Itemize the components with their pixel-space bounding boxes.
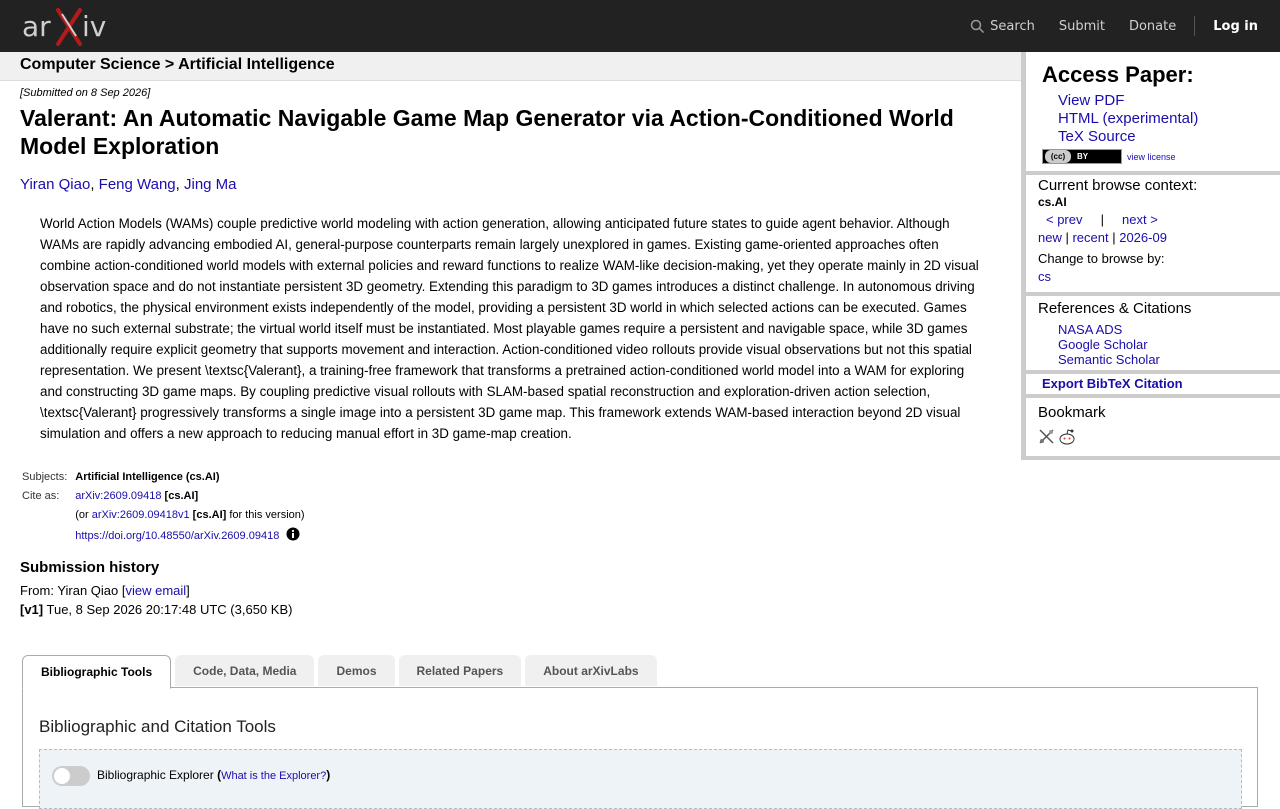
- references-heading: References & Citations: [1038, 300, 1192, 317]
- submission-date: [Submitted on 8 Sep 2026]: [20, 87, 151, 99]
- cite-v1-link[interactable]: arXiv:2609.09418v1: [91, 509, 190, 521]
- author-list: Yiran Qiao, Feng Wang, Jing Ma: [20, 176, 237, 193]
- tab-code-data-media[interactable]: Code, Data, Media: [175, 655, 314, 686]
- nav-divider: [1194, 16, 1195, 36]
- new-link[interactable]: new: [1038, 230, 1062, 245]
- svg-text:ar: ar: [22, 10, 51, 43]
- tab-panel: [22, 687, 1258, 807]
- author-link[interactable]: Yiran Qiao: [20, 176, 91, 193]
- view-license-link[interactable]: view license: [1127, 151, 1176, 162]
- month-link[interactable]: 2026-09: [1119, 230, 1167, 245]
- tab-about-arxivlabs[interactable]: About arXivLabs: [525, 655, 656, 686]
- bookmark-heading: Bookmark: [1038, 404, 1106, 421]
- bibtex-panel: [1026, 374, 1280, 394]
- subjects-label: Subjects:: [22, 471, 68, 483]
- change-browse-label: Change to browse by:: [1038, 251, 1165, 266]
- version-entry: [20, 602, 292, 617]
- explorer-help-link[interactable]: What is the Explorer?: [221, 770, 327, 782]
- subjects-value: Artificial Intelligence (cs.AI): [75, 471, 220, 483]
- author-link[interactable]: Jing Ma: [184, 176, 237, 193]
- author-link[interactable]: Feng Wang: [98, 176, 176, 193]
- tab-demos[interactable]: Demos: [318, 655, 394, 686]
- tab-related-papers[interactable]: Related Papers: [399, 655, 522, 686]
- google-scholar-link[interactable]: Google Scholar: [1058, 337, 1148, 352]
- bookmark-panel: [1026, 398, 1280, 456]
- context-nav: [1046, 212, 1158, 227]
- submit-link[interactable]: Submit: [1058, 18, 1105, 34]
- access-heading: Access Paper:: [1042, 62, 1194, 87]
- explorer-box: [39, 749, 1242, 809]
- explorer-text: [97, 768, 330, 782]
- pipe: |: [1061, 230, 1073, 245]
- donate-link[interactable]: Donate: [1128, 18, 1177, 34]
- tex-source-link[interactable]: TeX Source: [1058, 128, 1136, 145]
- explorer-label: Bibliographic Explorer: [97, 768, 218, 782]
- browse-context-panel: [1026, 175, 1280, 292]
- reddit-icon[interactable]: [1058, 428, 1076, 450]
- next-link[interactable]: next >: [1122, 212, 1158, 227]
- cite-category: [cs.AI]: [164, 490, 199, 502]
- access-paper-panel: [1026, 52, 1280, 171]
- context-links: [1038, 230, 1167, 245]
- references-panel: [1026, 296, 1280, 370]
- from-prefix: From: Yiran Qiao [: [20, 583, 126, 598]
- explorer-close-paren: ): [326, 768, 331, 782]
- doi-link[interactable]: https://doi.org/10.48550/arXiv.2609.09418: [75, 530, 280, 542]
- top-bar: [0, 0, 1280, 52]
- svg-text:iv: iv: [82, 10, 107, 43]
- abstract-text: World Action Models (WAMs) couple predictive world modeling with action generation, allowing anticipated future states to guide agent behavior. Although WAMs are rapidly advancing embodied AI, general-purpose counterparts remain largely unexplored in games. Existing game-oriented approaches often combine action-conditioned world models with external policies and reward functions to realize WAM-like decision-making, yet they operate mainly in 2D visual observation space and do not instantiate persistent 3D geometry. Extending this paradigm to 3D games introduces a distinct challenge. In autonomous driving and robotics, the physical environment exists independently of the model, providing a persistent 3D world in which selected actions can be executed. Games have no such external substrate; the virtual world itself must be instantiated. Most playable games require a persistent and navigable space, while 3D games additionally require explicit geometry that supports movement and interaction. Action-conditioned video rollouts provide visual observations but not this spatial representation. We present \textsc{Valerant}, a training-free framework that transforms a pretrained action-conditioned world model into a WAM for exploring and constructing 3D game maps. By coupling predictive visual rollouts with SLAM-based spatial reconstruction and exploration-driven action selection, \textsc{Valerant} progressively transforms a single image into a persistent 3D game map. This framework extends WAM-based interaction beyond 2D visual simulation and offers a new approach to reducing manual effort in 3D game-map creation.: [40, 216, 979, 441]
- recent-link[interactable]: recent: [1072, 230, 1109, 245]
- cite-for-version: for this version): [226, 509, 305, 521]
- sidebar: [1021, 52, 1280, 460]
- cc-by-badge-icon[interactable]: [1042, 149, 1122, 164]
- cc-badge-text: (cc): [1045, 150, 1071, 163]
- search-button[interactable]: [958, 19, 1047, 34]
- semantic-scholar-link[interactable]: Semantic Scholar: [1058, 352, 1160, 367]
- tab-bibliographic-tools[interactable]: Bibliographic Tools: [22, 655, 171, 689]
- cite-id-link[interactable]: arXiv:2609.09418: [75, 490, 162, 502]
- cite-or: (or: [75, 509, 92, 521]
- explorer-open-paren: (: [217, 768, 222, 782]
- view-email-link[interactable]: view email: [125, 583, 187, 598]
- paper-title: Valerant: An Automatic Navigable Game Map Generator via Action-Conditioned World Model Exploration: [20, 105, 954, 159]
- prev-link[interactable]: < prev: [1046, 212, 1083, 227]
- nav-separator: |: [1100, 212, 1104, 227]
- cite-label: Cite as:: [22, 490, 60, 502]
- view-pdf-link[interactable]: View PDF: [1058, 92, 1125, 109]
- info-icon[interactable]: [286, 527, 300, 546]
- bibsonomy-icon[interactable]: [1038, 428, 1055, 450]
- version-text: Tue, 8 Sep 2026 20:17:48 UTC (3,650 KB): [43, 602, 293, 617]
- version-label: [v1]: [20, 602, 44, 617]
- labs-tabs: [22, 655, 661, 688]
- breadcrumb: Computer Science > Artificial Intelligence: [0, 52, 1021, 81]
- nasa-ads-link[interactable]: NASA ADS: [1058, 322, 1123, 337]
- cite-v1-category: [cs.AI]: [192, 509, 227, 521]
- login-link[interactable]: Log in: [1213, 18, 1258, 34]
- tools-heading: Bibliographic and Citation Tools: [39, 717, 276, 736]
- explorer-toggle[interactable]: [52, 766, 90, 786]
- arxiv-logo[interactable]: [22, 6, 114, 48]
- search-icon: [970, 19, 985, 34]
- pipe: |: [1108, 230, 1120, 245]
- html-link[interactable]: HTML (experimental): [1058, 110, 1199, 127]
- license-row: [1042, 149, 1176, 164]
- submission-history-heading: Submission history: [20, 559, 160, 576]
- by-badge-text: BY: [1077, 152, 1089, 161]
- export-bibtex-link[interactable]: Export BibTeX Citation: [1042, 376, 1183, 391]
- context-heading: Current browse context:: [1038, 177, 1198, 194]
- from-suffix: ]: [186, 583, 190, 598]
- metadata-table: [20, 468, 307, 548]
- submission-from: [20, 583, 190, 598]
- browse-cs-link[interactable]: cs: [1038, 269, 1051, 284]
- search-label: Search: [990, 18, 1035, 34]
- context-category: cs.AI: [1038, 195, 1067, 209]
